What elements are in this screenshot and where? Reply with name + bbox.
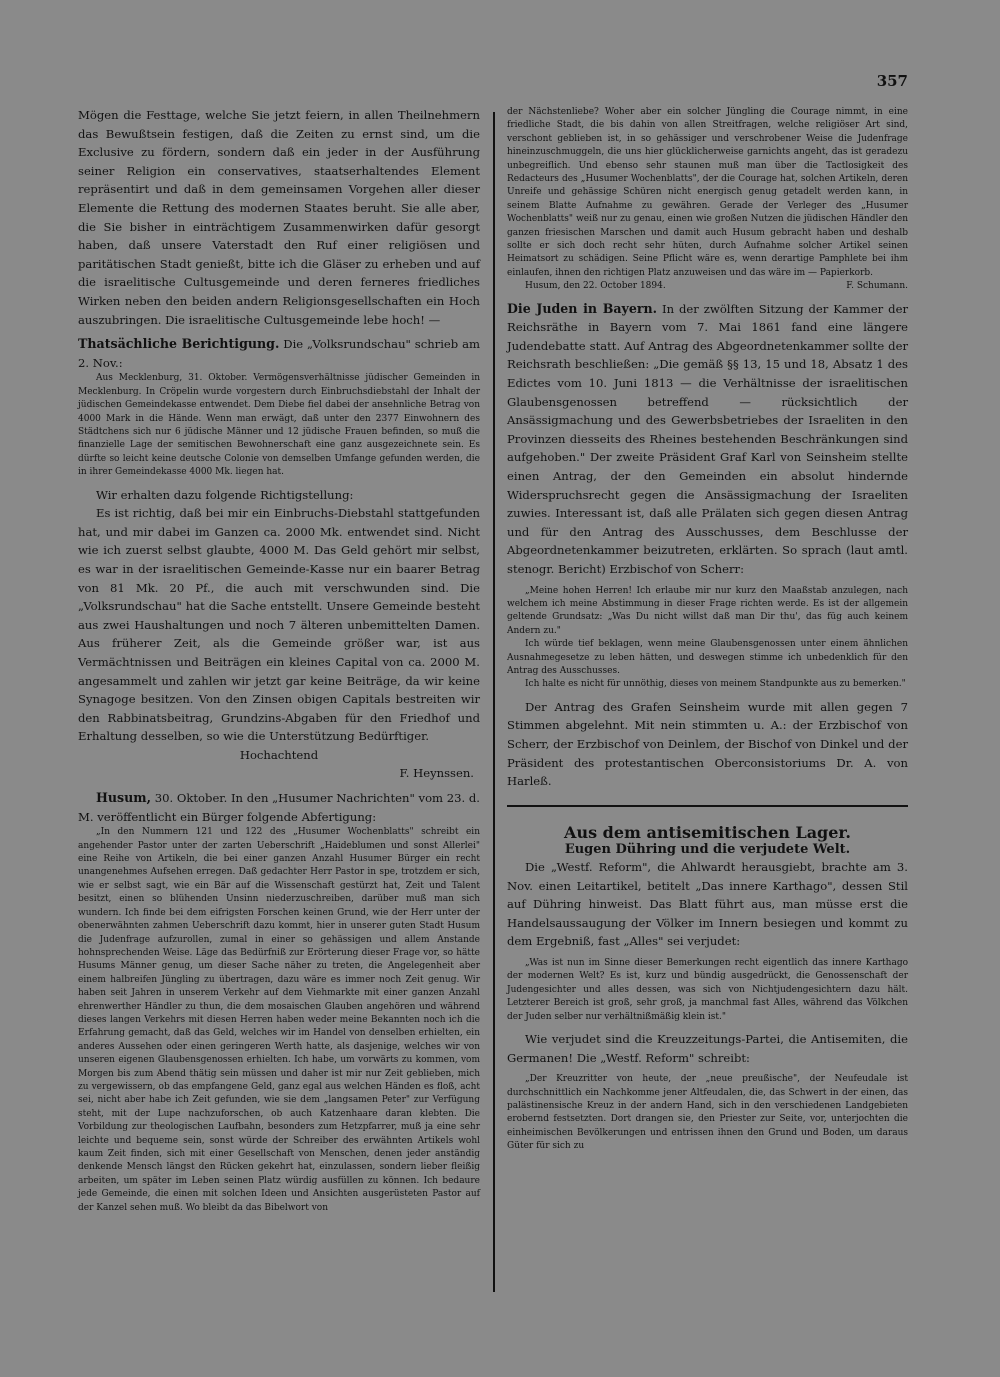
right-column <box>507 106 908 1154</box>
duehring-quote-1: „Was ist nun im Sinne dieser Bemerkungen recht eigentlich das innere Karthago der modernen Welt? Es ist, kurz und bündig ausgedrückt, die Genossenschaft der Judengesichter und alles dessen, was sich von Nichtjudengesichtern dazu hält. Letzterer Bereich ist groß, sehr groß, ja manchmal fast Alles, während das Völkchen der Juden selber nur verhältnißmäßig klein ist." <box>507 957 908 1022</box>
husum-heading-line <box>78 789 480 826</box>
duehring-paragraph-2: Wie verjudet sind die Kreuzzeitungs-Partei, die Antisemiten, die Germanen! Die „Westf. Reform" schreibt: <box>507 1032 908 1065</box>
berichtigung-signature: F. Heynssen. <box>399 766 474 781</box>
intro-paragraph: Mögen die Festtage, welche Sie jetzt feiern, in allen Theilnehmern das Bewußtsein festigen, daß die Zeiten zu ernst sind, um die Exclusive zu fördern, sondern daß ein jeder in der Ausführung seiner Religion ein conservatives, staatserhaltendes Element repräsentirt und daß in dem gemeinsamen Vorgehen aller dieser Elemente die Rettung des modernen Staates beruht. Sie alle aber, die Sie bisher in einträchtigem Zusammenwirken dafür gesorgt haben, daß unsere Vaterstadt den Ruf einer religiösen und paritätischen Stadt genießt, bitte ich die Gläser zu erheben und auf die israelitische Cultusgemeinde und deren ferneres friedliches Wirken neben den beiden andern Religionsgesellschaften ein Hoch auszubringen. Die israelitische Cultusgemeinde lebe hoch! — <box>78 108 480 327</box>
bayern-title: Die Juden in Bayern. <box>507 300 658 316</box>
duehring-quote-2: „Der Kreuzritter von heute, der „neue preußische", der Neufeudale ist durchschnittlich ein Nachkomme jener Altfeudalen, die, das Schwert in der einen, das palästinensische Kreuz in der andern Hand, sich in den verschiedenen Landgebieten erobernd festsetzten. Dort drangen sie, den Priester zur Seite, vor, unterjochten die einheimischen Bevölkerungen und entrissen ihnen den Grund und Boden, um daraus Güter für sich zu <box>507 1074 908 1152</box>
husum-title: Husum, <box>96 790 152 806</box>
husum-lead: 30. Oktober. In den „Husumer Nachrichten" vom 23. d. M. veröffentlicht ein Bürger folgende Abfertigung: <box>78 791 480 824</box>
husum-dateline <box>507 280 908 293</box>
berichtigung-title: Thatsächliche Berichtigung. <box>78 336 280 352</box>
berichtigung-heading-line <box>78 335 480 372</box>
column-divider <box>493 112 495 1292</box>
duehring-title: Eugen Dühring und die verjudete Welt. <box>564 842 851 858</box>
berichtigung-lead: Die „Volksrundschau" schrieb am 2. Nov.: <box>78 337 481 370</box>
bayern-quote-1: „Meine hohen Herren! Ich erlaube mir nur kurz den Maaßstab anzulegen, nach welchem ich meine Abstimmung in dieser Frage richten werde. Es ist der allgemein geltende Grundsatz: „Was Du nicht willst daß man Dir thu', das füg auch keinem Andern zu." <box>507 585 908 636</box>
husum-quote: „In den Nummern 121 und 122 des „Husumer Wochenblatts" schreibt ein angehender Pastor unter der zarten Ueberschrift „Haideblumen und sonst Allerlei" eine Reihe von Artikeln, die bei einer ganzen Anzahl Husumer Bürger ein recht unangenehmes Aufsehen erregen. Daß gedachter Herr Pastor in spe, trotzdem er sich, wie er selbst sagt, wie ein Bär auf die Wissenschaft gestürzt hat, Zeit und Talent besitzt, einen so blühenden Unsinn niederzuschreiben, darüber muß man sich wundern. Ich finde bei dem eifrigsten Forschen keinen Grund, wie der Herr unter der obenerwähnten zahmen Ueberschrift dazu kommt, hier in unserer guten Stadt Husum die Judenfrage aufzurollen, zumal in einer so gehässigen und allem Anstande hohnsprechenden Weise. Läge das Bedürfniß zur Erörterung dieser Frage vor, so hätte Husums Männer genug, um dieser Sache näher zu treten, die Angelegenheit aber einem halbreifen Jüngling zu übertragen, dazu wäre es immer noch Zeit genug. Wir haben seit Jahren in unserem Verkehr auf dem Viehmarkte mit einer ganzen Anzahl ehrenwerther Händler zu thun, die dem mosaischen Glauben angehören und während dieses langen Verkehrs mit diesen Herren haben weder meine Bekannten noch ich die Erfahrung gemacht, daß das Geld, welches wir im Handel von denselben erhielten, ein anderes Aussehen oder einen geringeren Werth hatte, als dasjenige, welches wir von unseren eigenen Glaubensgenossen erhielten. Ich habe, um vorwärts zu kommen, vom Morgen bis zum Abend thätig sein müssen und daher ist mir nur Zeit geblieben, mich zu vergewissern, ob das empfangene Geld, ganz egal aus welchen Händen es floß, acht sei, nicht aber habe ich Zeit gefunden, wie sie dem „langsamen Peter" zur Verfügung steht, mit der Lupe nachzuforschen, ob auch Katzenhaare daran klebten. Die Vorbildung zur theologischen Laufbahn, besonders zum Hetzpfarrer, muß ja eine sehr leichte und bequeme sein, sonst würde der Schreiber des erwähnten Artikels wohl kaum Zeit finden, sich mit einer Gesellschaft von Menschen, denen jeder anständig denkende Mensch längst den Rücken gekehrt hat, einzulassen, sondern lieber fleißig arbeiten, um später im Leben seinen Platz würdig ausfüllen zu können. Ich bedaure jede Gemeinde, die einen mit solchen Ideen und Ansichten ausgerüsteten Pastor auf der Kanzel sehen muß. Wo bleibt da das Bibelwort von <box>78 827 480 1213</box>
bayern-heading-line <box>507 300 908 579</box>
page-number: 357 <box>876 72 908 90</box>
bayern-paragraph-2: Der Antrag des Grafen Seinsheim wurde mit allen gegen 7 Stimmen abgelehnt. Mit nein stimmten u. A.: der Erzbischof von Scherr, der Erzbischof von Deinlem, der Bischof von Dinkel und der Präsident des protestantischen Oberconsistoriums Dr. A. von Harleß. <box>507 699 908 789</box>
husum-signature: F. Schumann. <box>846 281 908 292</box>
husum-date: Husum, den 22. October 1894. <box>525 281 666 292</box>
berichtigung-greeting: Hochachtend <box>239 747 319 762</box>
bayern-quote-2: Ich würde tief beklagen, wenn meine Glaubensgenossen unter einem ähnlichen Ausnahmegesetze zu leben hätten, und deswegen stimme ich unbedenklich für den Antrag des Ausschusses. <box>507 639 908 677</box>
section-title-lager: Aus dem antisemitischen Lager. <box>507 805 908 841</box>
bayern-paragraph-1: In der zwölften Sitzung der Kammer der Reichsräthe in Bayern vom 7. Mai 1861 fand eine längere Judendebatte statt. Auf Antrag des Abgeordnetenkammer sollte der Reichsrath beschließen: „Die gemäß §§ 13, 15 und 18, Absatz 1 des Edictes vom 10. Juni 1813 — die Verhältnisse der israelitischen Glaubensgenossen betreffend — rücksichtlich der Ansässigmachung und des Gewerbsbetriebes der Israeliten in den Provinzen diesseits des Rheines bestehenden Beschränkungen sind aufgehoben." Der zweite Präsident Graf Karl von Seinsheim stellte einen Antrag, der den Gemeinden ein absolut hindernde Widerspruchsrecht gegen die Ansässigmachung der Israeliten zuwies. Interessant ist, daß alle Prälaten sich gegen diesen Antrag und für den Antrag des Ausschusses, dem Beschlusse der Abgeordnetenkammer beizutreten, erklärten. So sprach (laut amtl. stenogr. Bericht) Erzbischof von Scherr: <box>507 301 908 576</box>
left-column <box>78 106 480 1215</box>
berichtigung-paragraph-1: Wir erhalten dazu folgende Richtigstellung: <box>96 487 354 502</box>
bayern-quote-3: Ich halte es nicht für unnöthig, dieses von meinem Standpunkte aus zu bemerken." <box>525 679 906 690</box>
berichtigung-quote: Aus Mecklenburg, 31. Oktober. Vermögensverhältnisse jüdischer Gemeinden in Mecklenburg. In Cröpelin wurde vorgestern durch Einbruchsdiebstahl der Inhalt der jüdischen Gemeindekasse entwendet. Dem Diebe fiel dabei der ansehnliche Betrag von 4000 Mark in die Hände. Wenn man erwägt, daß unter den 2377 Einwohnern des Städtchens sich nur 6 jüdische Männer und 12 jüdische Frauen befinden, so muß die finanzielle Lage der semitischen Bewohnerschaft eine ganz ausgezeichnete sein. Es dürfte so leicht keine deutsche Colonie von demselben Umfange gefunden werden, die in ihrer Gemeindekasse 4000 Mk. liegen hat. <box>78 373 480 478</box>
berichtigung-paragraph-2: Es ist richtig, daß bei mir ein Einbruchs-Diebstahl stattgefunden hat, und mir dabei im Ganzen ca. 2000 Mk. entwendet sind. Nicht wie ich zuerst selbst glaubte, 4000 M. Das Geld gehört mir selbst, es war in der israelitischen Gemeinde-Kasse nur ein baarer Betrag von 81 Mk. 20 Pf., die auch mit verschwunden sind. Die „Volksrundschau" hat die Sache entstellt. Unsere Gemeinde besteht aus zwei Haushaltungen und noch 7 älteren unbemittelten Damen. Aus früherer Zeit, als die Gemeinde größer war, ist aus Vermächtnissen und Beiträgen ein kleines Capital von ca. 2000 M. angesammelt und zahlen wir jetzt gar keine Beiträge, da wir keine Synagoge besitzen. Von den Zinsen obigen Capitals bestreiten wir den Rabbinatsbeitrag, Grundzins-Abgaben für den Friedhof und Erhaltung desselben, so wie die Unterstützung Bedürftiger. <box>78 506 480 744</box>
duehring-paragraph-1: Die „Westf. Reform", die Ahlwardt herausgiebt, brachte am 3. Nov. einen Leitartikel, betitelt „Das innere Karthago", dessen Stil auf Dühring hinweist. Das Blatt führt aus, man müsse erst die Handelsaussaugung der Völker im Innern besiegen und kommt zu dem Ergebniß, fast „Alles" sei verjudet: <box>507 860 908 949</box>
husum-quote-continued: der Nächstenliebe? Woher aber ein solcher Jüngling die Courage nimmt, in eine friedliche Stadt, die bis dahin von allen Streitfragen, welche religiöser Art sind, verschont geblieben ist, in so gehässiger und verschrobener Weise die Judenfrage hineinzuschmuggeln, die uns hier glücklicherweise garnichts angeht, das ist geradezu unbegreiflich. Und ebenso sehr staunen muß man über die Tactlosigkeit des Redacteurs des „Husumer Wochenblatts", der die Courage hat, solchen Artikeln, deren Unreife und gehässige Schüren nicht energisch genug getadelt werden kann, in seinem Blatte Aufnahme zu gewähren. Gerade der Verleger des „Husumer Wochenblatts" weiß nur zu genau, einen wie großen Nutzen die jüdischen Händler den ganzen friesischen Marschen und damit auch Husum gebracht haben und deshalb sollte er sich doch recht sehr hüten, durch Aufnahme solcher Artikel seinen Heimatsort zu schädigen. Seine Pflicht wäre es, wenn derartige Pamphlete bei ihm einlaufen, ihnen den richtigen Platz anzuweisen und das wäre im — Papierkorb. <box>507 107 908 278</box>
